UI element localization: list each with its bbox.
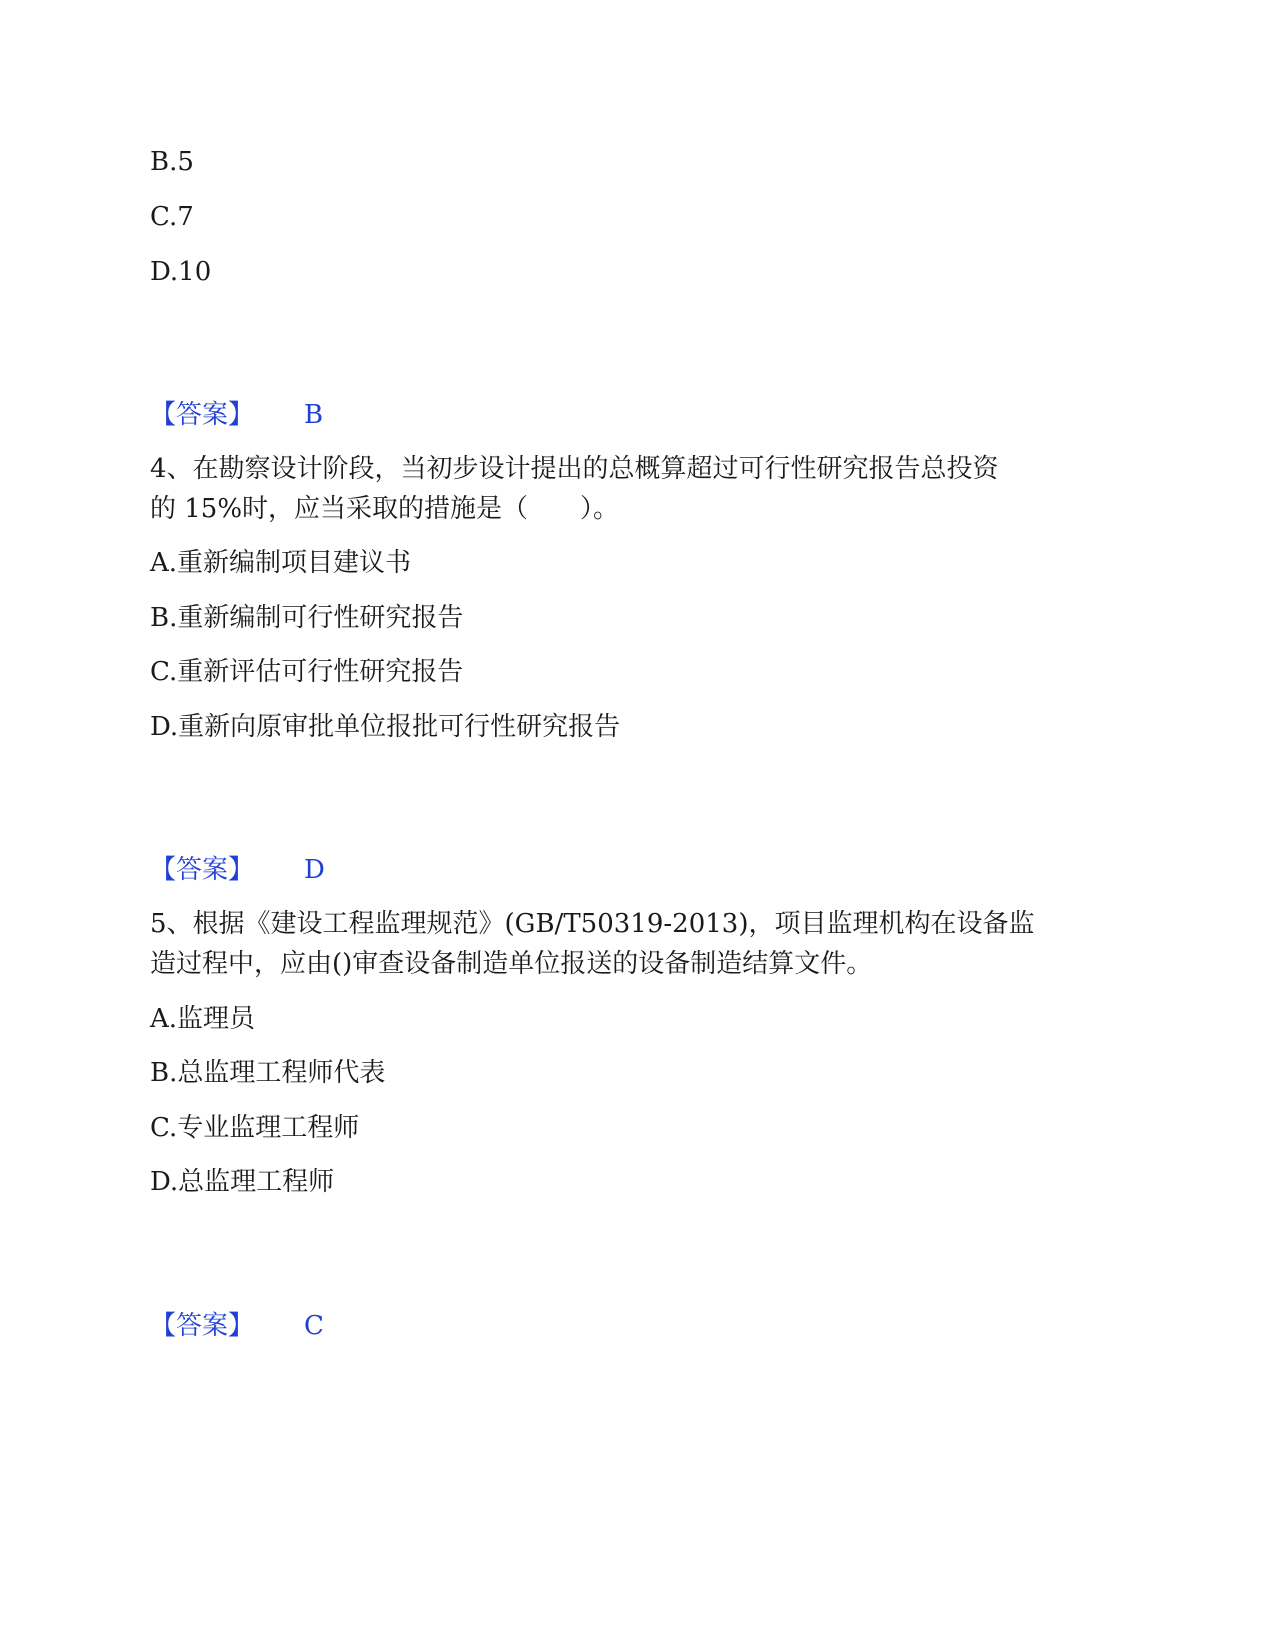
- answer-label: 【答案】: [150, 1311, 255, 1341]
- q4-option-b: B.重新编制可行性研究报告: [150, 603, 464, 633]
- q3-option-b: B.5: [150, 147, 194, 177]
- q4-stem-line1: 4、在勘察设计阶段，当初步设计提出的总概算超过可行性研究报告总投资: [150, 454, 999, 484]
- q4-option-a: A.重新编制项目建议书: [150, 548, 412, 578]
- q5-option-d: D.总监理工程师: [150, 1167, 335, 1197]
- q4-option-d: D.重新向原审批单位报批可行性研究报告: [150, 712, 621, 742]
- answer-value: D: [304, 855, 325, 885]
- q3-option-c: C.7: [150, 202, 194, 232]
- q5-stem-line1: 5、根据《建设工程监理规范》(GB/T50319-2013)，项目监理机构在设备监: [150, 909, 1035, 939]
- answer-label: 【答案】: [150, 400, 255, 430]
- q3-option-d: D.10: [150, 257, 212, 287]
- answer-value: C: [304, 1311, 324, 1341]
- q5-stem-line2: 造过程中，应由()审查设备制造单位报送的设备制造结算文件。: [150, 949, 873, 979]
- q5-option-a: A.监理员: [150, 1004, 256, 1034]
- q5-answer: [150, 1309, 324, 1343]
- q5-option-b: B.总监理工程师代表: [150, 1058, 386, 1088]
- q4-stem-line2: 的 15%时，应当采取的措施是（ ）。: [150, 494, 620, 524]
- q3-answer: [150, 398, 323, 432]
- answer-label: 【答案】: [150, 855, 255, 885]
- q4-option-c: C.重新评估可行性研究报告: [150, 657, 464, 687]
- q4-answer: [150, 853, 325, 887]
- q5-option-c: C.专业监理工程师: [150, 1113, 360, 1143]
- answer-value: B: [304, 400, 324, 430]
